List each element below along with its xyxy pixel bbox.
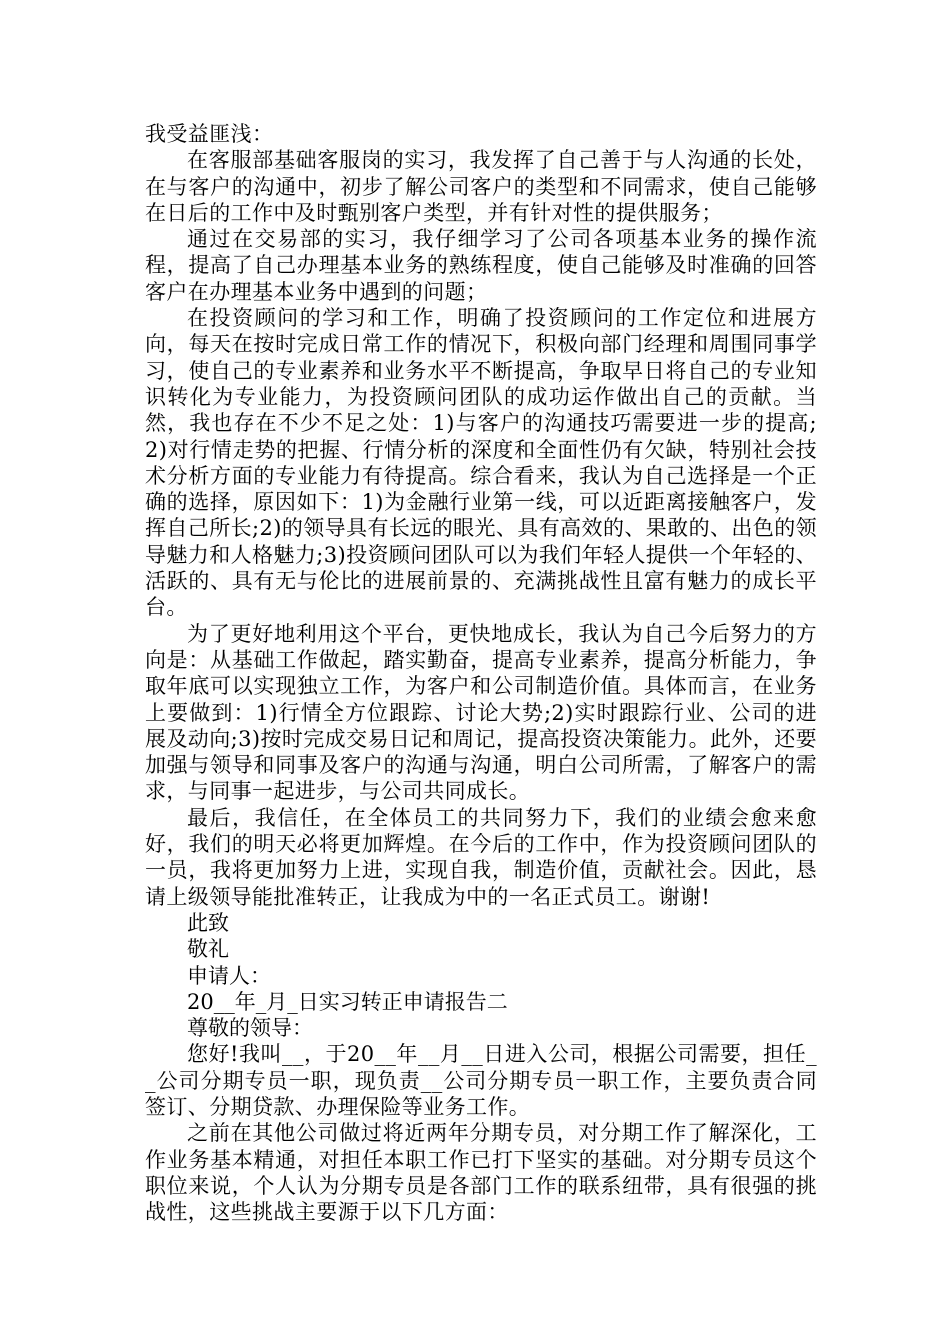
paragraph-investment-advisor: 在投资顾问的学习和工作，明确了投资顾问的工作定位和进展方向，每天在按时完成日常工作的情况下，积极向部门经理和周围同事学习，使自己的专业素养和业务水平不断提高，争取早日将自己的专业知识转化为专业能力，为投资顾问团队的成功运作做出自己的贡献。当然，我也存在不少不足之处：1)与客户的沟通技巧需要进一步的提高;2)对行情走势的把握、行情分析的深度和全面性仍有欠缺，特别社会技术分析方面的专业能力有待提高。综合看来，我认为自己选择是一个正确的选择，原因如下：1)为金融行业第一线，可以近距离接触客户，发挥自己所长;2)的领导具有长远的眼光、具有高效的、果敢的、出色的领导魅力和人格魅力;3)投资顾问团队可以为我们年轻人提供一个年轻的、活跃的、具有无与伦比的进展前景的、充满挑战性且富有魅力的成长平台。 — [145, 306, 817, 620]
paragraph-conclusion: 最后，我信任，在全体员工的共同努力下，我们的业绩会愈来愈好，我们的明天必将更加辉煌。在今后的工作中，作为投资顾问团队的一员，我将更加努力上进，实现自我，制造价值，贡献社会。因此，恳请上级领导能批准转正，让我成为中的一名正式员工。谢谢! — [145, 805, 817, 909]
document-page — [145, 121, 817, 1225]
paragraph-continuation: 我受益匪浅： — [145, 122, 274, 146]
applicant-label: 申请人： — [187, 963, 271, 988]
paragraph-trading: 通过在交易部的实习，我仔细学习了公司各项基本业务的操作流程，提高了自己办理基本业务的熟练程度，使自己能够及时准确的回答客户在办理基本业务中遇到的问题； — [145, 227, 817, 304]
report-two-title: 20__年_月_日实习转正申请报告二 — [187, 989, 508, 1014]
closing-salutation: 此致 — [187, 910, 229, 935]
closing-regards: 敬礼 — [187, 937, 229, 962]
greeting: 尊敬的领导： — [187, 1016, 313, 1041]
paragraph-introduction: 您好!我叫__，于20__年__月__日进入公司，根据公司需要，担任__公司分期专员一职，现负责__公司分期专员一职工作，主要负责合同签订、分期贷款、办理保险等业务工作。 — [145, 1042, 817, 1119]
paragraph-future-direction: 为了更好地利用这个平台，更快地成长，我认为自己今后努力的方向是：从基础工作做起，踏实勤奋，提高专业素养，提高分析能力，争取年底可以实现独立工作，为客户和公司制造价值。具体而言，在业务上要做到：1)行情全方位跟踪、讨论大势;2)实时跟踪行业、公司的进展及动向;3)按时完成交易日记和周记，提高投资决策能力。此外，还要加强与领导和同事及客户的沟通与沟通，明白公司所需，了解客户的需求，与同事一起进步，与公司共同成长。 — [145, 621, 817, 804]
paragraph-customer-service: 在客服部基础客服岗的实习，我发挥了自己善于与人沟通的长处，在与客户的沟通中，初步了解公司客户的类型和不同需求，使自己能够在日后的工作中及时甄别客户类型，并有针对性的提供服务； — [145, 148, 817, 225]
paragraph-experience: 之前在其他公司做过将近两年分期专员，对分期工作了解深化，工作业务基本精通，对担任本职工作已打下坚实的基础。对分期专员这个职位来说，个人认为分期专员是各部门工作的联系纽带，具有很强的挑战性，这些挑战主要源于以下几方面： — [145, 1121, 817, 1225]
